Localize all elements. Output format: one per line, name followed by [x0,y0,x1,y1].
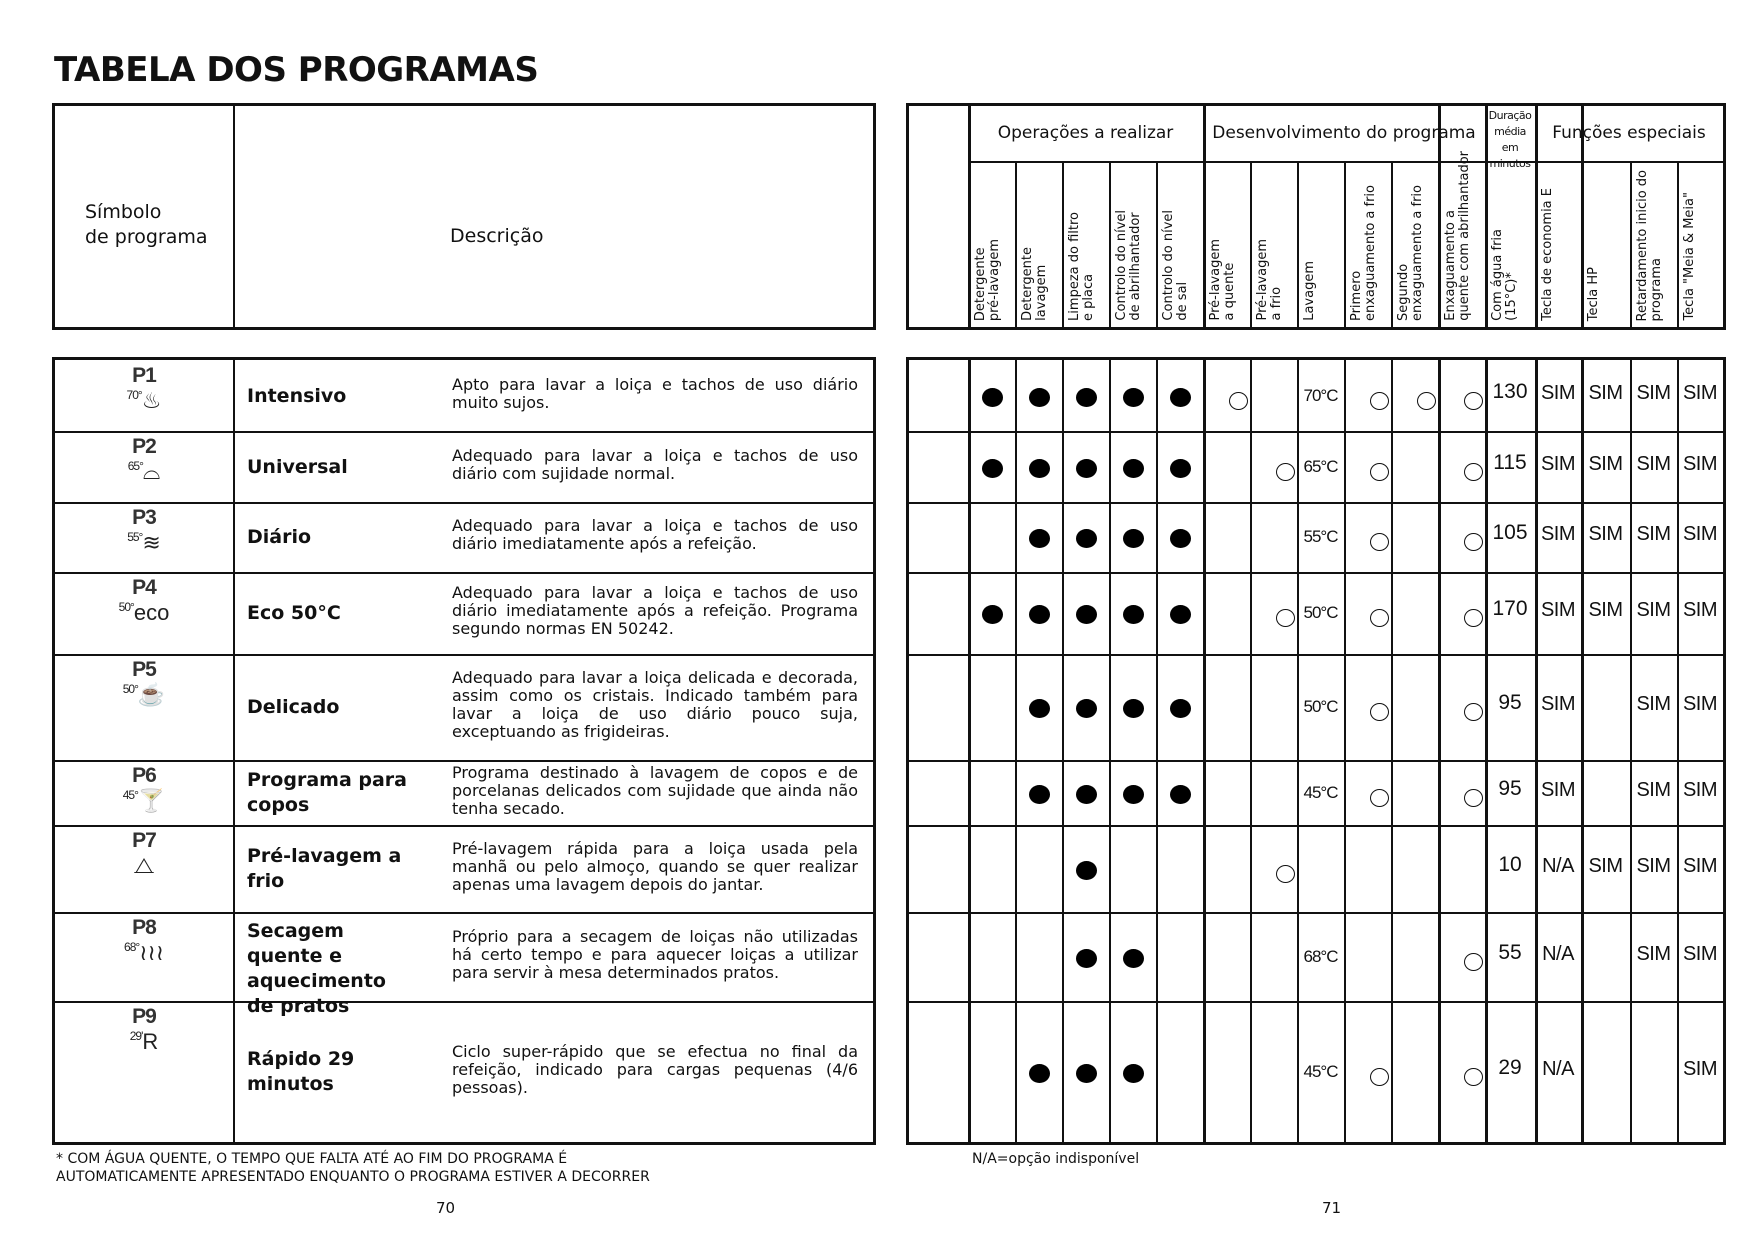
special-function-value: SIM [1682,523,1718,545]
filled-dot-icon [1123,605,1144,624]
program-symbol-p7 [55,829,233,879]
open-circle-icon [1229,392,1248,410]
right-programs-box [906,357,1726,1145]
filled-dot-icon [982,388,1003,407]
program-symbol-p8 [55,916,233,966]
right-header-box [906,103,1726,330]
filled-dot-icon [1123,1064,1144,1083]
open-circle-icon [1464,703,1483,721]
column-header-7: Pré-lavagem a frio [1255,239,1284,321]
program-name: Pré-lavagem a frio [247,844,402,892]
special-function-value: N/A [1542,1057,1574,1080]
special-function-value: SIM [1540,523,1576,545]
special-function-value: SIM [1636,693,1671,715]
program-icon: ≋ [142,530,161,555]
program-symbol-p6 [55,764,233,814]
page-number-right: 71 [1322,1199,1342,1217]
filled-dot-icon [1029,388,1050,407]
special-function-value: SIM [1540,693,1576,715]
program-description: Adequado para lavar a loiça delicada e decorada, assim como os cristais. Indicado também para lavar a loiça de uso diário pouco suja, exceptuando as frigideiras. [452,668,858,741]
filled-dot-icon [1170,388,1191,407]
wash-temperature: 70°C [1303,385,1338,405]
column-header-12: Com água fria (15°C)* [1490,229,1519,321]
filled-dot-icon [1123,699,1144,718]
column-header-6: Pré-lavagem a quente [1208,239,1237,321]
special-function-value: SIM [1588,452,1623,475]
program-name: Secagem quente e aquecimento de pratos [247,919,386,1017]
special-function-value: SIM [1682,942,1718,965]
open-circle-icon [1464,533,1483,551]
filled-dot-icon [982,605,1003,624]
special-function-value: N/A [1542,942,1574,965]
column-header-9: Primero enxaguamento a frio [1349,184,1378,321]
group-header-special: Funções especiais [1552,123,1706,143]
filled-dot-icon [1029,529,1050,548]
special-function-value: SIM [1636,523,1671,545]
program-name: Rápido 29 minutos [247,1047,355,1095]
program-description: Adequado para lavar a loiça e tachos de uso diário imediatamente após a refeição. [452,516,858,553]
description-header: Descrição [450,225,544,247]
program-temp: 45° [122,788,138,802]
program-code: P8 [132,916,156,939]
program-icon: ♨ [141,388,162,413]
open-circle-icon [1464,789,1483,807]
open-circle-icon [1464,953,1483,971]
open-circle-icon [1370,789,1389,807]
wash-temperature: 50°C [1303,697,1338,716]
open-circle-icon [1370,533,1389,551]
program-code: P3 [132,506,156,529]
filled-dot-icon [1029,605,1050,624]
filled-dot-icon [1076,388,1097,407]
special-function-value: SIM [1636,381,1671,404]
filled-dot-icon [1123,388,1144,407]
program-code: P2 [132,435,156,458]
column-header-16: Tecla "Meia & Meia" [1682,192,1697,321]
open-circle-icon [1464,609,1483,627]
program-temp: 29' [129,1029,143,1043]
column-header-8: Lavagem [1302,261,1317,321]
program-temp: 70° [126,388,142,402]
group-header-duration: Duração média em minutos [1488,109,1532,170]
page-number-left: 70 [436,1199,456,1217]
program-description: Apto para lavar a loiça e tachos de uso diário muito sujos. [452,374,858,412]
program-symbol-p9 [55,1005,233,1055]
wash-temperature: 50°C [1303,603,1338,622]
duration-minutes: 95 [1498,691,1522,714]
program-symbol-p5 [55,658,233,708]
symbol-header: Símbolo de programa [85,201,208,248]
special-function-value: SIM [1588,854,1623,877]
duration-minutes: 55 [1498,940,1522,964]
program-name: Eco 50°C [247,602,341,624]
filled-dot-icon [1076,861,1097,880]
filled-dot-icon [1170,459,1191,478]
program-description: Pré-lavagem rápida para a loiça usada pela manhã ou pelo almoço, quando se quer realizar apenas uma lavagem depois do jantar. [452,838,858,894]
program-icon: 🍸 [137,788,166,813]
open-circle-icon [1464,392,1483,410]
program-description: Adequado para lavar a loiça e tachos de uso diário imediatamente após a refeição. Programa segundo normas EN 50242. [452,583,858,638]
footnote-hot-water: * COM ÁGUA QUENTE, O TEMPO QUE FALTA ATÉ AO FIM DO PROGRAMA É AUTOMATICAMENTE APRESENTADO ENQUANTO O PROGRAMA ESTIVER A DECORRER [56,1151,650,1185]
duration-minutes: 29 [1498,1055,1522,1079]
special-function-value: SIM [1636,599,1671,621]
filled-dot-icon [1076,785,1097,804]
special-function-value: SIM [1636,854,1671,877]
group-header-development: Desenvolvimento do programa [1212,123,1476,143]
open-circle-icon [1464,1068,1483,1086]
special-function-value: SIM [1682,693,1718,715]
left-header-box [52,103,876,330]
filled-dot-icon [1123,459,1144,478]
program-description: Próprio para a secagem de loiças não utilizadas há certo tempo e para aquecer loiças a utilizar para servir à mesa determinados pratos. [452,926,858,982]
program-description: Programa destinado à lavagem de copos e de porcelanas delicados com sujidade que ainda não tenha secado. [452,762,858,818]
column-header-11: Enxaguamento a quente com abrilhantador [1443,151,1472,321]
special-function-value: SIM [1588,599,1623,621]
special-function-value: SIM [1682,854,1718,877]
column-header-3: Limpeza do filtro e placa [1067,212,1096,321]
special-function-value: SIM [1682,452,1718,475]
duration-minutes: 170 [1492,597,1528,620]
program-icon: R [142,1029,159,1054]
wash-temperature: 45°C [1303,782,1338,802]
program-temp: 55° [127,530,143,544]
column-header-15: Retardamento inicio do programa [1635,169,1664,321]
program-code: P6 [132,764,156,787]
filled-dot-icon [1170,529,1191,548]
filled-dot-icon [1076,699,1097,718]
special-function-value: SIM [1682,599,1718,621]
filled-dot-icon [1076,949,1097,968]
filled-dot-icon [1076,605,1097,624]
special-function-value: SIM [1540,381,1576,404]
program-description: Ciclo super-rápido que se efectua no final da refeição, indicado para cargas pequenas (4/6 pessoas). [452,1041,858,1097]
filled-dot-icon [1123,949,1144,968]
open-circle-icon [1464,463,1483,481]
special-function-value: N/A [1542,854,1574,877]
program-code: P5 [132,658,156,681]
program-icon: eco [133,600,170,625]
program-symbol-p3 [55,506,233,556]
program-name: Universal [247,455,348,478]
group-header-operations: Operações a realizar [997,123,1174,143]
column-header-1: Detergente pré-lavagem [973,238,1002,321]
wash-temperature: 68°C [1303,946,1338,966]
program-name: Intensivo [247,384,347,407]
program-symbol-p1 [55,364,233,414]
special-function-value: SIM [1540,778,1576,801]
open-circle-icon [1276,865,1295,883]
special-function-value: SIM [1540,599,1576,621]
program-icon: ⌓ [142,459,161,484]
footnote-na: N/A=opção indisponível [972,1151,1140,1167]
column-header-13: Tecla de economia E [1540,188,1555,321]
program-name: Delicado [247,696,340,718]
program-temp: 68° [124,940,140,954]
left-programs-box [52,357,876,1145]
program-temp: 50° [118,600,134,614]
filled-dot-icon [1076,1064,1097,1083]
program-icon: ≀≀≀ [139,940,164,965]
duration-minutes: 105 [1492,521,1528,544]
column-header-14: Tecla HP [1586,266,1601,321]
program-temp: 50° [122,682,138,696]
filled-dot-icon [1029,785,1050,804]
filled-dot-icon [1170,699,1191,718]
special-function-value: SIM [1682,778,1718,801]
program-code: P7 [132,829,156,852]
duration-minutes: 95 [1498,776,1522,800]
special-function-value: SIM [1540,452,1576,475]
filled-dot-icon [1029,459,1050,478]
filled-dot-icon [1029,699,1050,718]
open-circle-icon [1370,392,1389,410]
filled-dot-icon [982,459,1003,478]
open-circle-icon [1370,463,1389,481]
duration-minutes: 10 [1498,852,1522,876]
program-description: Adequado para lavar a loiça e tachos de uso diário com sujidade normal. [452,445,858,483]
column-header-4: Controlo do nível de abrilhantador [1114,210,1143,321]
filled-dot-icon [1170,785,1191,804]
special-function-value: SIM [1588,381,1623,404]
special-function-value: SIM [1682,381,1718,404]
filled-dot-icon [1076,529,1097,548]
wash-temperature: 55°C [1303,527,1338,546]
program-symbol-p4 [55,576,233,626]
open-circle-icon [1276,463,1295,481]
program-code: P4 [132,576,156,599]
program-name: Programa para copos [247,768,407,816]
special-function-value: SIM [1636,942,1671,965]
column-header-10: Segundo enxaguamento a frio [1396,184,1425,321]
page-title: TABELA DOS PROGRAMAS [54,50,539,90]
column-header-5: Controlo do nível de sal [1161,210,1190,321]
wash-temperature: 45°C [1303,1061,1338,1081]
filled-dot-icon [1123,529,1144,548]
wash-temperature: 65°C [1303,456,1338,476]
duration-minutes: 115 [1493,450,1527,474]
filled-dot-icon [1076,459,1097,478]
filled-dot-icon [1170,605,1191,624]
special-function-value: SIM [1682,1057,1718,1080]
program-temp: 65° [127,459,143,473]
program-name: Diário [247,526,312,548]
column-header-2: Detergente lavagem [1020,247,1049,321]
special-function-value: SIM [1636,452,1671,475]
duration-minutes: 130 [1492,379,1528,403]
special-function-value: SIM [1636,778,1671,801]
open-circle-icon [1370,1068,1389,1086]
program-icon: ⧍ [133,853,155,878]
open-circle-icon [1370,609,1389,627]
open-circle-icon [1417,392,1436,410]
program-symbol-p2 [55,435,233,485]
program-icon: ☕ [137,682,166,707]
program-code: P9 [132,1005,156,1028]
open-circle-icon [1370,703,1389,721]
open-circle-icon [1276,609,1295,627]
filled-dot-icon [1123,785,1144,804]
special-function-value: SIM [1588,523,1623,545]
program-code: P1 [132,364,156,387]
filled-dot-icon [1029,1064,1050,1083]
